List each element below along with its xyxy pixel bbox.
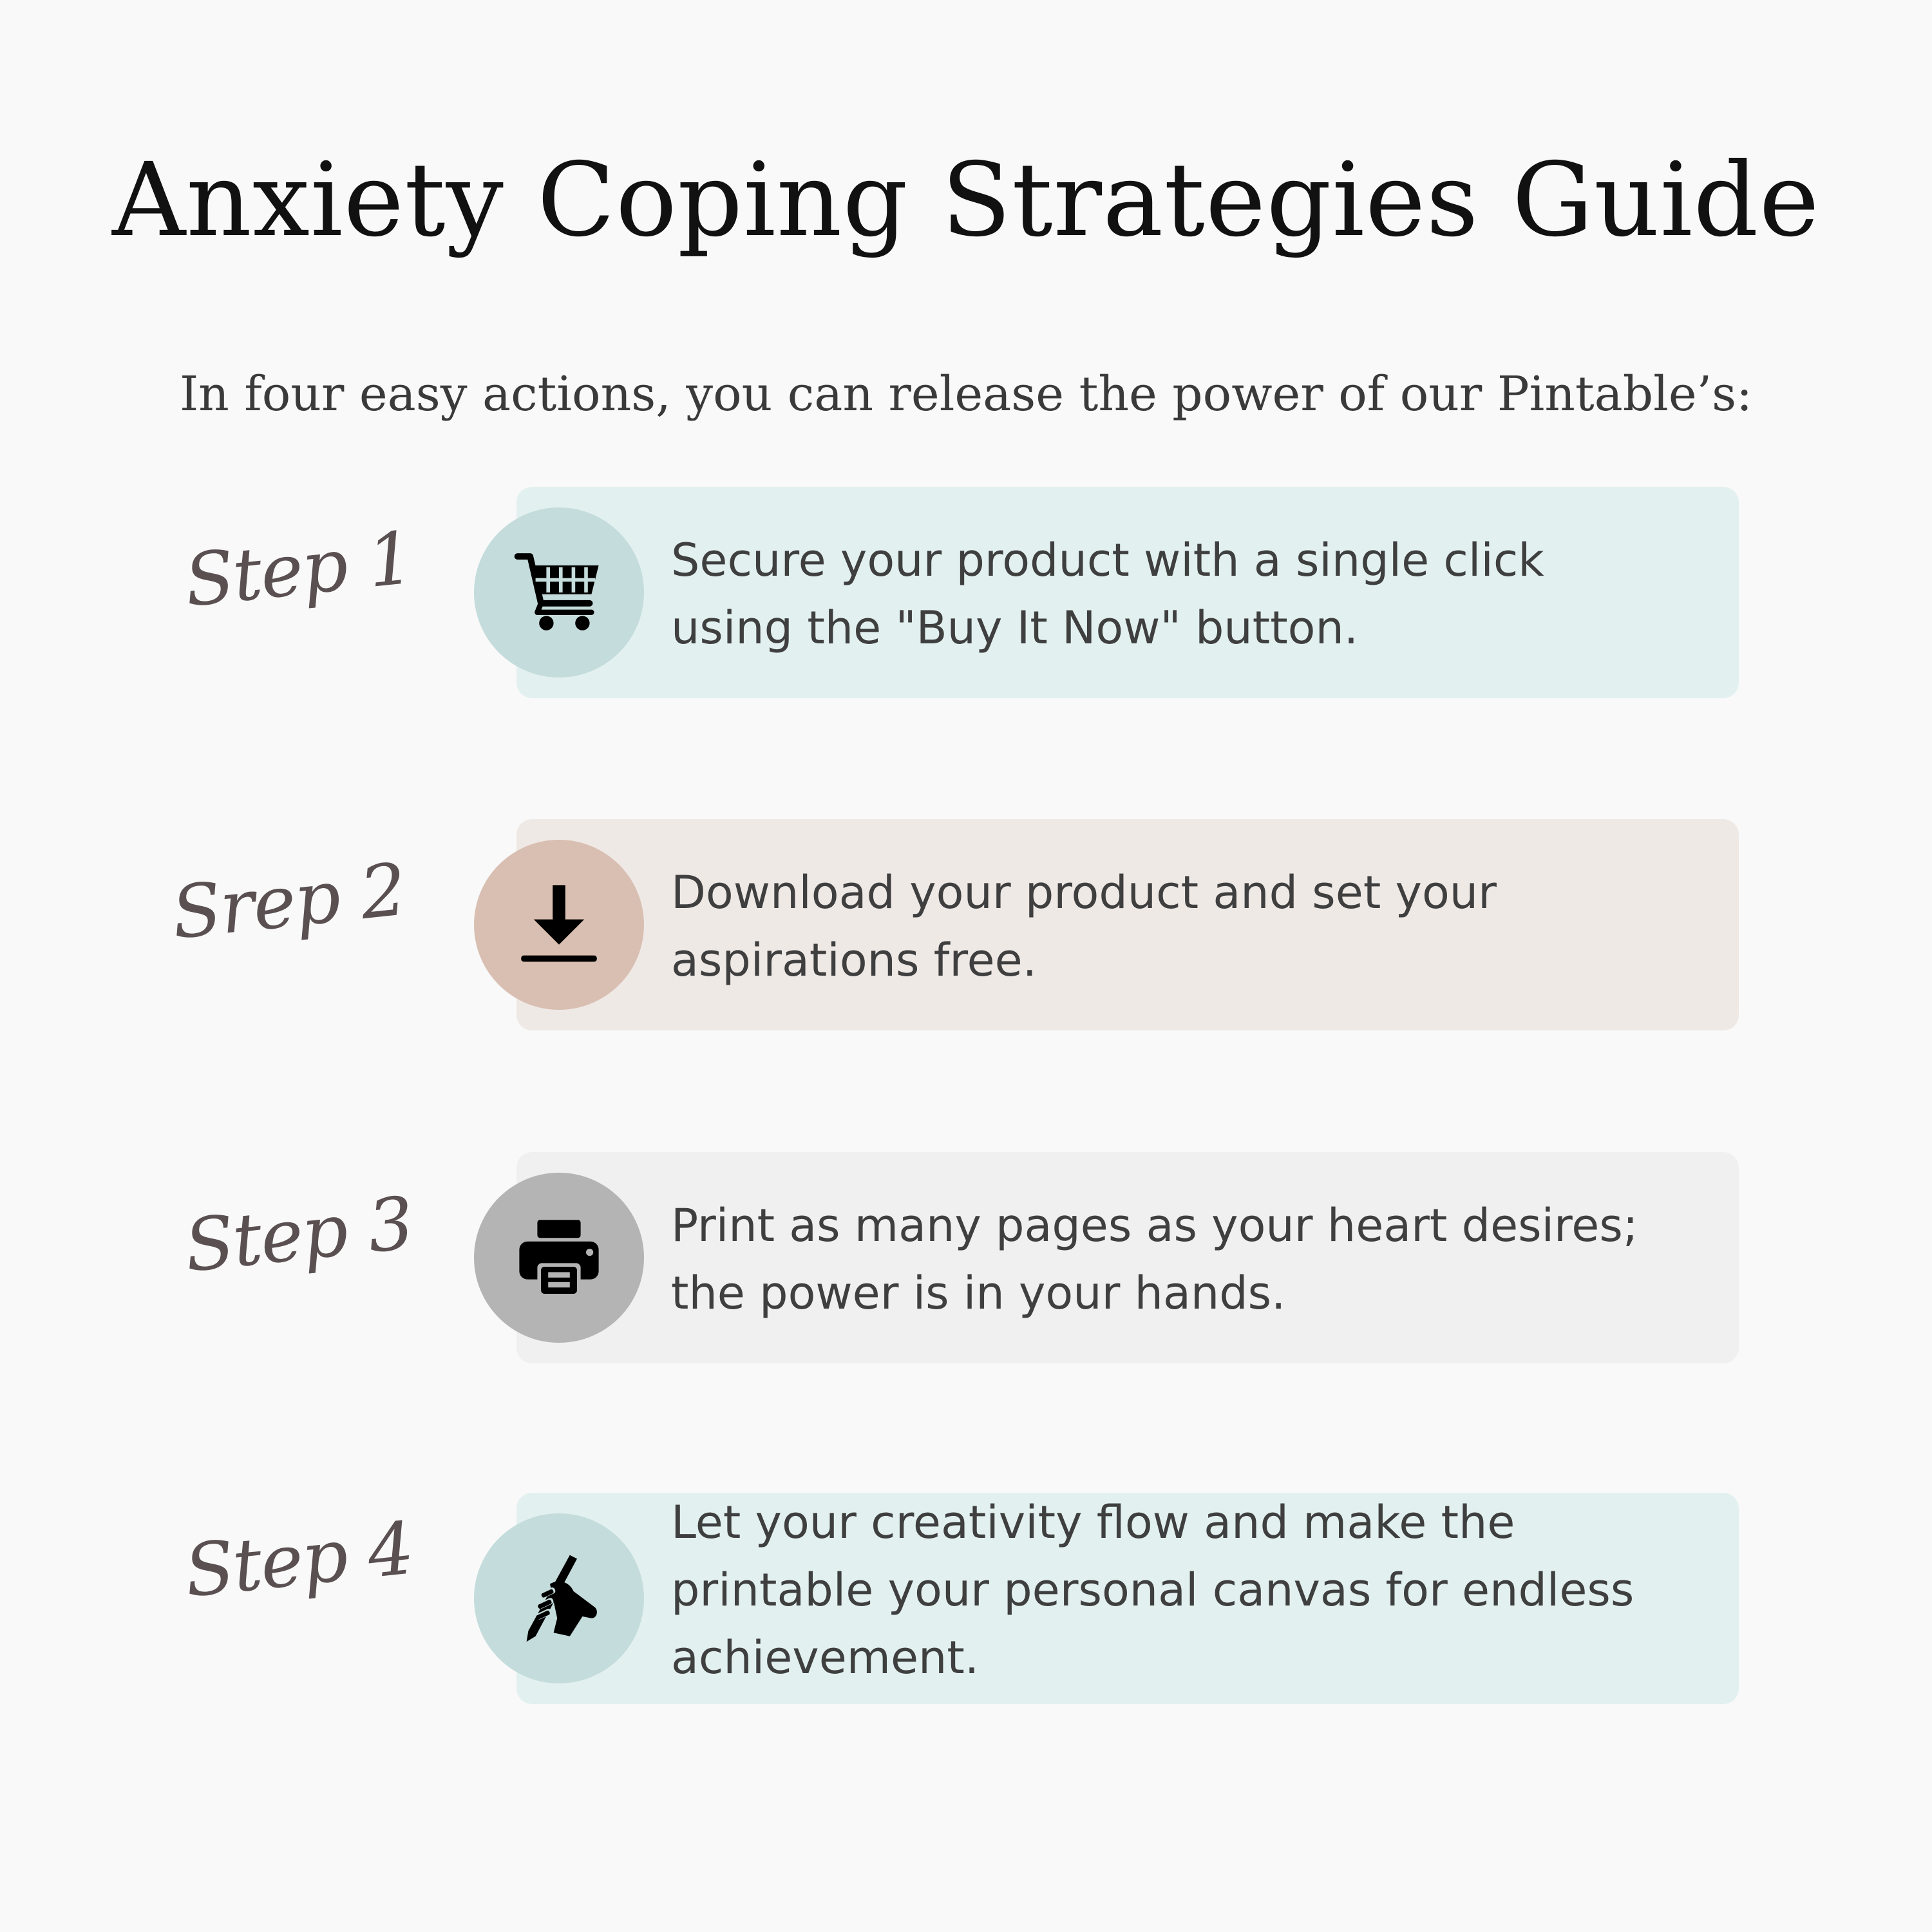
step-4-text-line-2: printable your personal canvas for endless [671, 1564, 1634, 1616]
step-3-icon-circle [474, 1173, 644, 1343]
step-3-label: Step 3 [180, 1181, 417, 1289]
step-4-label: Step 4 [180, 1506, 417, 1614]
step-4-text-line-3: achievement. [671, 1631, 980, 1684]
step-3 [0, 1152, 1932, 1365]
step-4-icon-circle [474, 1513, 644, 1683]
step-1-text-line-1: Secure your product with a single click [671, 534, 1544, 587]
step-1-text-line-2: using the "Buy It Now" button. [671, 601, 1359, 654]
step-2-text-line-2: aspirations free. [671, 934, 1037, 987]
shopping-cart-icon [514, 547, 604, 638]
step-1-icon-circle [474, 507, 644, 677]
step-2 [0, 819, 1932, 1032]
step-2-text-line-1: Download your product and set your [671, 866, 1497, 919]
hand-pencil-icon [514, 1553, 604, 1643]
step-3-text-line-1: Print as many pages as your heart desires; [671, 1199, 1638, 1252]
step-3-text-line-2: the power is in your hands. [671, 1267, 1286, 1320]
step-4-text [671, 1489, 1714, 1692]
download-icon [514, 880, 604, 970]
step-1-label: Step 1 [180, 516, 417, 623]
page-title: Anxiety Coping Strategies Guide [112, 141, 1820, 260]
step-1-text [671, 527, 1714, 662]
step-2-label: Srep 2 [167, 848, 410, 956]
step-1 [0, 487, 1932, 699]
step-3-text [671, 1192, 1714, 1327]
step-4 [0, 1493, 1932, 1705]
step-4-text-line-1: Let your creativity flow and make the [671, 1496, 1515, 1549]
printer-icon [514, 1213, 604, 1303]
page-subtitle: In four easy actions, you can release the power of our Pintable’s: [179, 366, 1753, 422]
step-2-text [671, 859, 1714, 994]
step-2-icon-circle [474, 840, 644, 1010]
